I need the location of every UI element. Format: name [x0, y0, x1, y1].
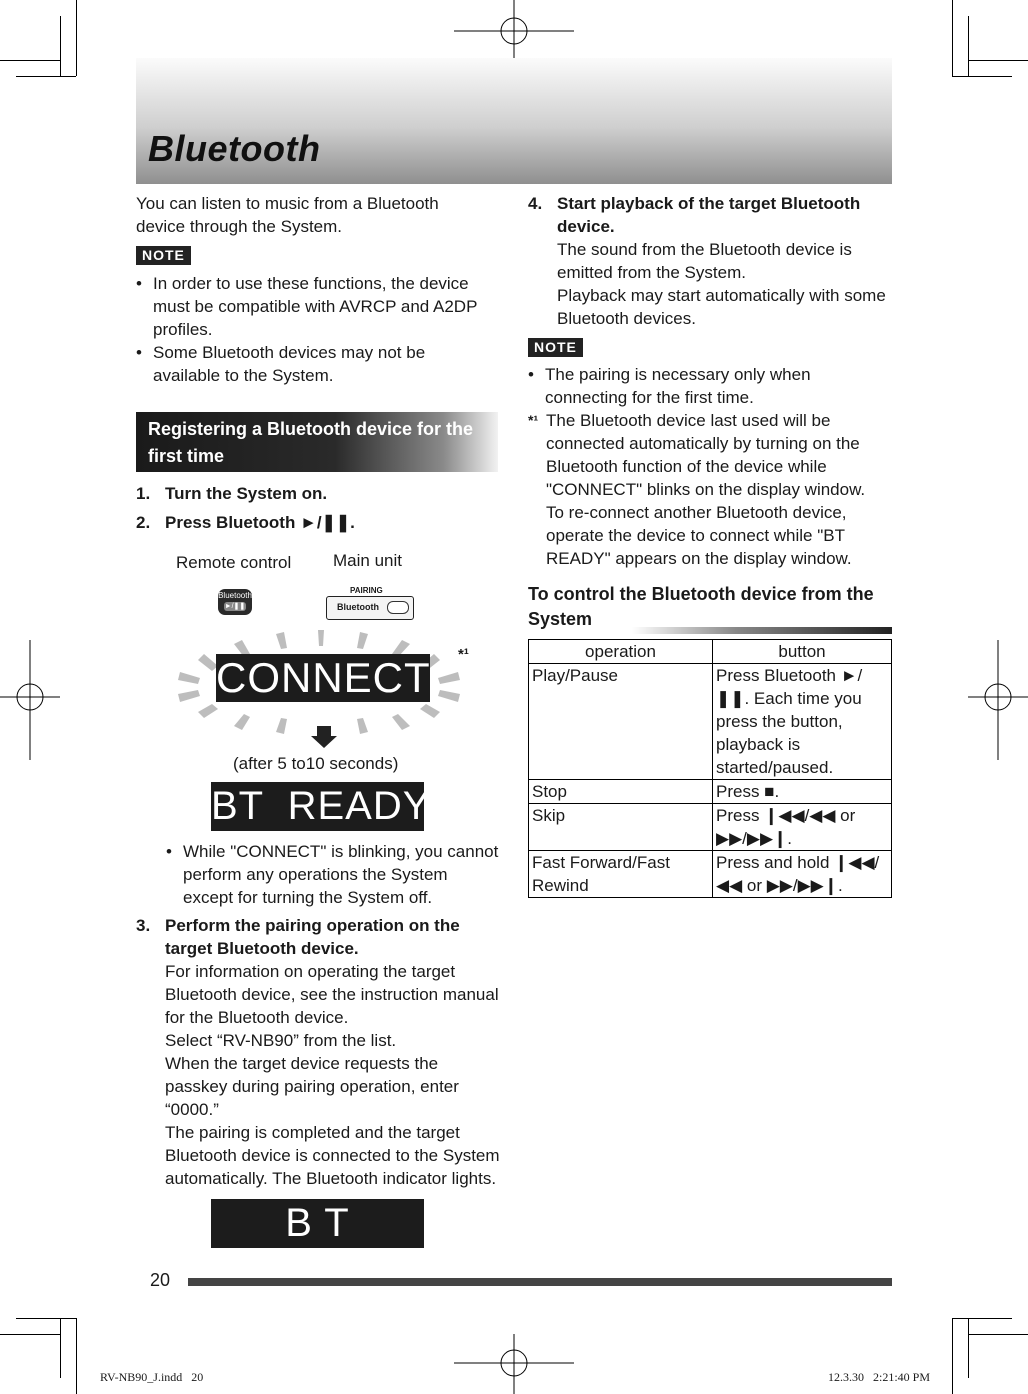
- notes-list-right: [528, 363, 880, 409]
- list-item: • While "CONNECT" is blinking, you cannot perform any operations the System except for turning the System off.: [166, 840, 500, 909]
- step-3: 3. Perform the pairing operation on the target Bluetooth device. For information on operating the target Bluetooth device, see the instruction manual for the Bluetooth device. Select “RV-NB90” from the list. When the target device requests the passkey during pairing operation, enter “0000.” The pairing is completed and the target Bluetooth device is connected to the System automatically. The Bluetooth indicator lights.: [136, 914, 502, 1190]
- registration-mark-right: [968, 640, 1028, 760]
- page-header: [136, 58, 892, 184]
- display-bt: B T: [211, 1199, 424, 1248]
- column-header: button: [713, 640, 892, 664]
- registration-mark-bottom: [454, 1334, 574, 1394]
- display-bt-ready: BT READY: [211, 782, 424, 831]
- table-row: Fast Forward/Fast Rewind Press and hold ❙◀◀/◀◀ or ▶▶/▶▶❙.: [529, 851, 892, 898]
- step-3-line: Select “RV-NB90” from the list.: [165, 1031, 397, 1050]
- table-header-row: [529, 640, 892, 664]
- notes-list-left: [136, 272, 492, 387]
- section-heading: Registering a Bluetooth device for the first time: [136, 412, 498, 472]
- main-unit-label: Main unit: [333, 551, 402, 570]
- indicator-led: [387, 601, 409, 614]
- page-number: 20: [150, 1270, 171, 1290]
- table-row: Stop Press ■.: [529, 780, 892, 804]
- registration-mark-left: [0, 640, 60, 760]
- step-3-line: For information on operating the target Bluetooth device, see the instruction manual for the Bluetooth device.: [165, 962, 499, 1027]
- list-item: • The pairing is necessary only when connecting for the first time.: [528, 363, 880, 409]
- print-timestamp: 12.3.30 2:21:40 PM: [828, 1370, 931, 1384]
- while-note: [166, 840, 500, 909]
- control-table: [528, 639, 892, 898]
- note-badge-right: NOTE: [528, 338, 583, 357]
- intro-text: You can listen to music from a Bluetooth device through the System.: [136, 194, 439, 236]
- heading-rule: [632, 627, 892, 634]
- step-4-line: The sound from the Bluetooth device is emitted from the System.: [557, 240, 852, 282]
- column-header: operation: [529, 640, 713, 664]
- table-row: Skip Press ❙◀◀/◀◀ or ▶▶/▶▶❙.: [529, 804, 892, 851]
- step-1: 1. Turn the System on.: [136, 484, 328, 503]
- remote-bluetooth-button[interactable]: Bluetooth ►/❚❚: [218, 589, 252, 615]
- after-seconds-text: (after 5 to10 seconds): [233, 754, 399, 773]
- step-4-line: Playback may start automatically with some Bluetooth devices.: [557, 286, 886, 328]
- display-connect: CONNECT: [216, 654, 431, 701]
- list-item: • Some Bluetooth devices may not be available to the System.: [136, 341, 492, 387]
- step-4: 4. Start playback of the target Bluetooth device. The sound from the Bluetooth device is emitted from the System. Playback may start automatically with some Bluetooth devices.: [528, 192, 888, 330]
- step-3-line: The pairing is completed and the target Bluetooth device is connected to the System automatically. The Bluetooth indicator lights.: [165, 1123, 500, 1188]
- print-file-info: RV-NB90_J.indd 20: [100, 1370, 204, 1384]
- footer-rule: [188, 1278, 892, 1286]
- arrow-down-icon: [311, 726, 337, 748]
- remote-control-label: Remote control: [176, 553, 292, 572]
- footnote-mark: *¹: [458, 646, 469, 663]
- note-badge: NOTE: [136, 246, 191, 265]
- list-item: • In order to use these functions, the device must be compatible with AVRCP and A2DP profiles.: [136, 272, 492, 341]
- page-title: Bluetooth: [148, 128, 321, 169]
- control-heading: To control the Bluetooth device from the System: [528, 584, 874, 629]
- main-unit-bluetooth-button[interactable]: Bluetooth: [326, 596, 414, 620]
- footnote: *¹ The Bluetooth device last used will be connected automatically by turning on the Bluetooth function of the device while "CONNECT" blinks on the display window. To re-connect another Bluetooth device, operate the device to connect while "BT READY" appears on the display window.: [528, 411, 866, 568]
- pairing-label: PAIRING: [350, 586, 383, 595]
- step-3-line: When the target device requests the passkey during pairing operation, enter “0000.”: [165, 1054, 459, 1119]
- step-2: 2. Press Bluetooth ►/❚❚.: [136, 513, 355, 532]
- registration-mark-top: [454, 0, 574, 60]
- table-row: Play/Pause Press Bluetooth ►/❚❚. Each time you press the button, playback is started/paused.: [529, 664, 892, 780]
